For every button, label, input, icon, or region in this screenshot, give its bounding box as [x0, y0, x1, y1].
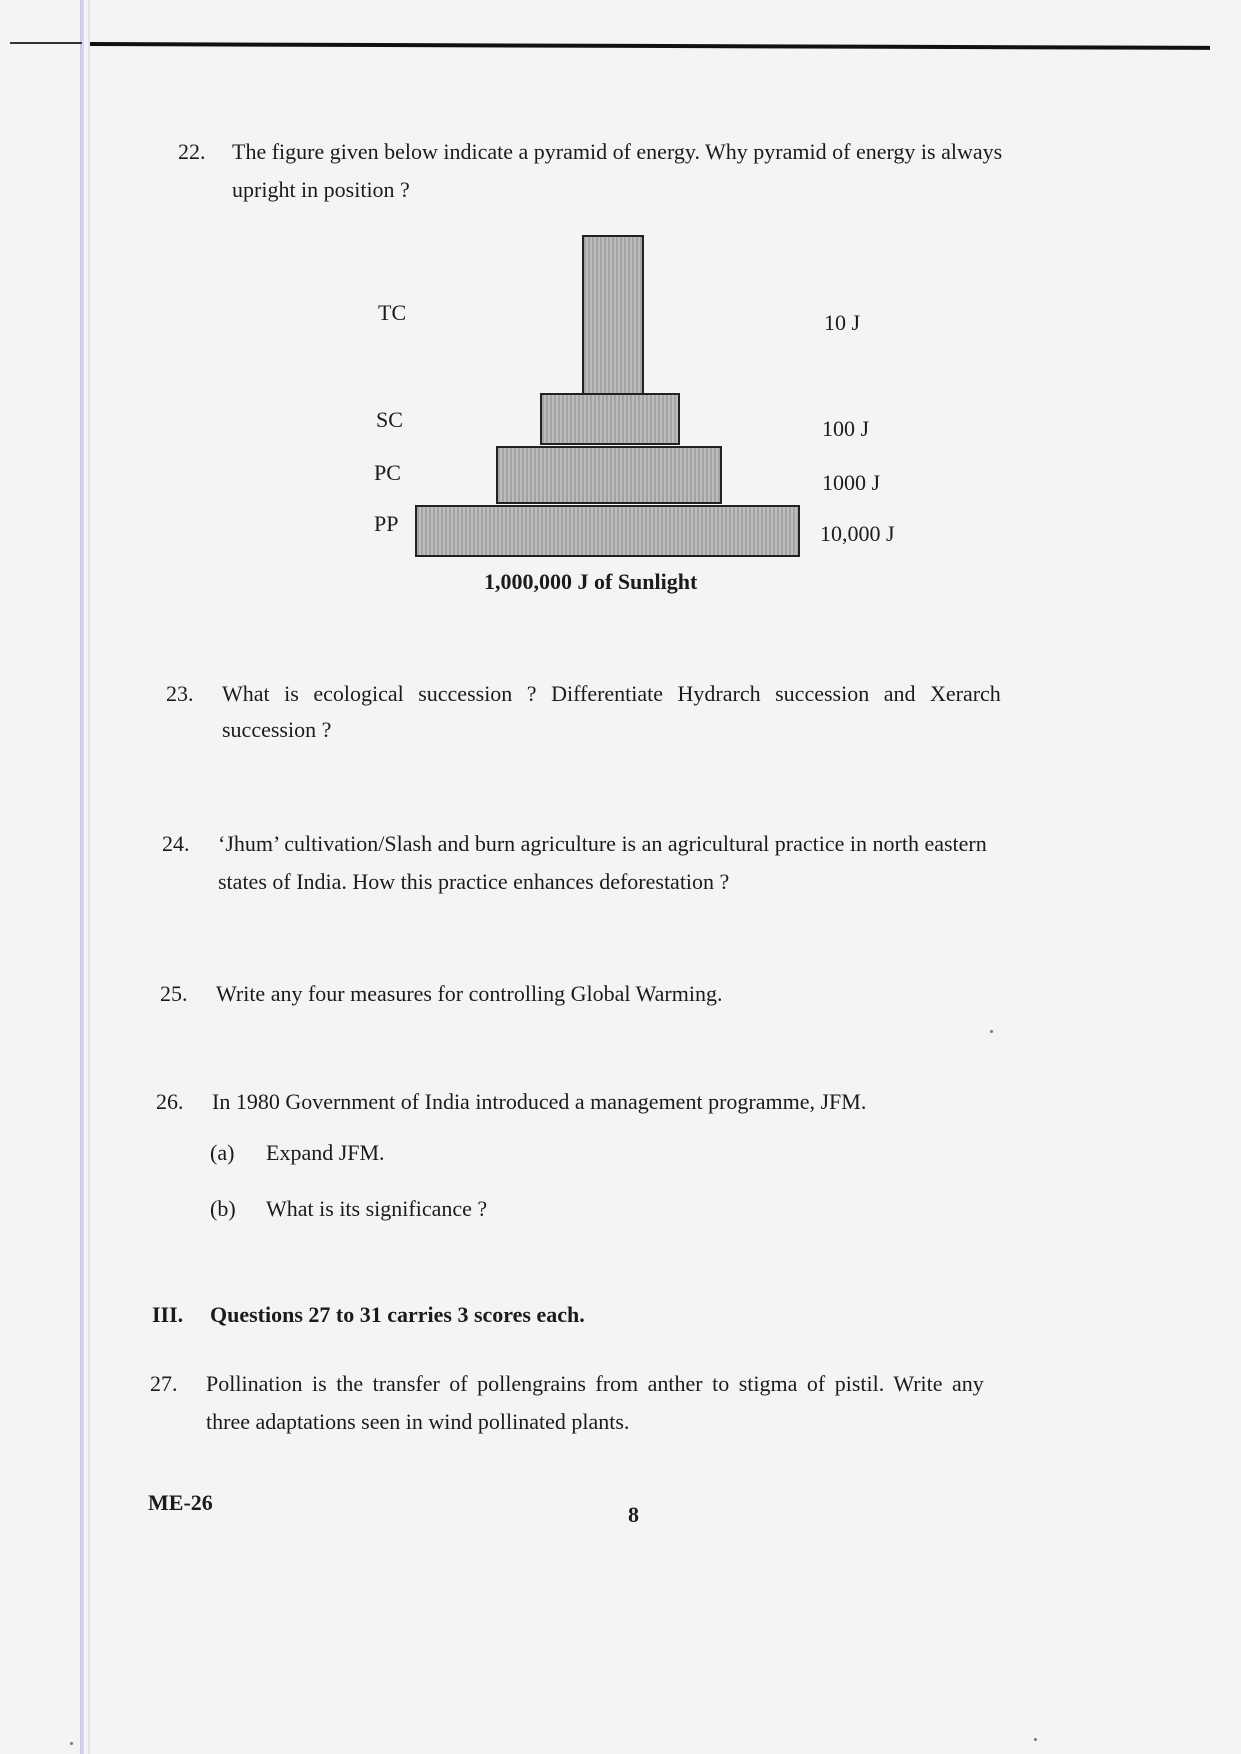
scan-edge-inner: [88, 0, 90, 1754]
question-text-line: In 1980 Government of India introduced a management programme, JFM.: [212, 1089, 867, 1114]
level-label-pp: PP: [374, 511, 399, 536]
question-text-line: succession ?: [222, 717, 332, 742]
energy-label-sc: 100 J: [822, 416, 870, 441]
energy-label-pp: 10,000 J: [820, 521, 895, 546]
subpart-label: (b): [210, 1196, 236, 1221]
level-label-pc: PC: [374, 460, 401, 485]
page-number: 8: [628, 1502, 639, 1527]
question-number: 27.: [150, 1371, 178, 1396]
scan-edge: [80, 0, 84, 1754]
section-title: Questions 27 to 31 carries 3 scores each.: [210, 1302, 585, 1327]
pyramid-bar-sc: [540, 393, 680, 445]
subpart-text: Expand JFM.: [266, 1140, 385, 1165]
energy-label-pc: 1000 J: [822, 470, 881, 495]
top-rule: [90, 42, 1210, 50]
question-text-line: The figure given below indicate a pyramid of energy. Why pyramid of energy is always: [232, 139, 1003, 164]
question-number: 23.: [166, 681, 194, 706]
question-text-line: What is ecological succession ? Differentiate Hydrarch succession and Xerarch: [222, 681, 1001, 706]
question-number: 26.: [156, 1089, 184, 1114]
question-number: 25.: [160, 981, 188, 1006]
question-number: 24.: [162, 831, 190, 856]
level-label-sc: SC: [376, 407, 403, 432]
question-number: 22.: [178, 139, 206, 164]
energy-pyramid-figure: [360, 225, 920, 605]
energy-label-tc: 10 J: [824, 310, 861, 335]
question-text-line: Write any four measures for controlling Global Warming.: [216, 981, 723, 1006]
subpart-text: What is its significance ?: [266, 1196, 488, 1221]
corner-rule: [10, 42, 82, 44]
question-text-line: three adaptations seen in wind pollinated plants.: [206, 1409, 630, 1434]
subpart-label: (a): [210, 1140, 235, 1165]
section-number: III.: [152, 1302, 184, 1327]
question-text-line: ‘Jhum’ cultivation/Slash and burn agriculture is an agricultural practice in north eastern: [218, 831, 987, 856]
figure-caption: 1,000,000 J of Sunlight: [484, 569, 698, 594]
pyramid-bar-tc: [582, 235, 644, 397]
paper-code: ME-26: [148, 1490, 213, 1515]
pyramid-bar-pc: [496, 446, 722, 504]
scan-speck: [70, 1742, 73, 1745]
scan-speck: [990, 1030, 993, 1033]
question-text-line: upright in position ?: [232, 177, 410, 202]
question-text-line: states of India. How this practice enhances deforestation ?: [218, 869, 730, 894]
pyramid-bar-pp: [415, 505, 800, 557]
scan-speck: [1034, 1738, 1037, 1741]
level-label-tc: TC: [378, 300, 407, 325]
question-text-line: Pollination is the transfer of pollengrains from anther to stigma of pistil. Write any: [206, 1371, 984, 1396]
